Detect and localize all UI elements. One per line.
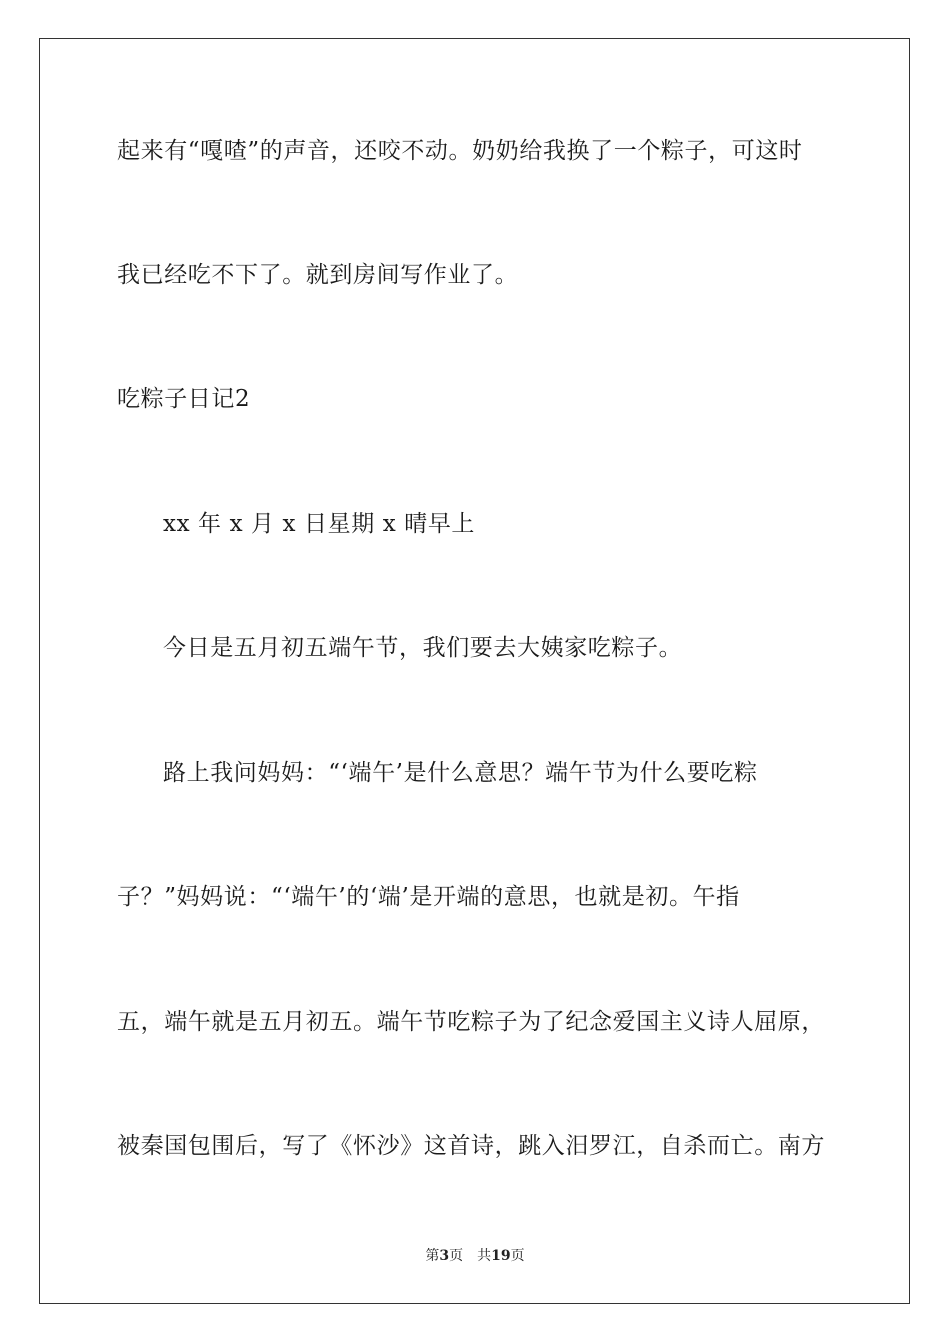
- body-line-6: 路上我问妈妈：“‘端午’是什么意思？端午节为什么要吃粽: [163, 760, 758, 786]
- page-prefix: 第: [425, 1248, 440, 1264]
- body-line-9: 被秦国包围后，写了《怀沙》这首诗，跳入汨罗江，自杀而亡。南方: [117, 1133, 825, 1159]
- total-prefix: 共: [477, 1248, 492, 1264]
- body-line-7: 子？”妈妈说：“‘端午’的‘端’是开端的意思，也就是初。午指: [117, 884, 740, 910]
- section-heading: 吃粽子日记2: [117, 386, 251, 412]
- body-line-1: 起来有“嘎喳”的声音，还咬不动。奶奶给我换了一个粽子，可这时: [117, 138, 803, 164]
- page-border: [39, 38, 910, 1304]
- body-line-8: 五，端午就是五月初五。端午节吃粽子为了纪念爱国主义诗人屈原，: [117, 1009, 825, 1035]
- total-suffix: 页: [510, 1248, 525, 1264]
- diary-date-line: xx 年 x 月 x 日星期 x 晴早上: [163, 511, 476, 537]
- total-pages: 19: [491, 1248, 511, 1264]
- page-suffix: 页: [449, 1248, 464, 1264]
- body-line-2: 我已经吃不下了。就到房间写作业了。: [117, 262, 519, 288]
- page-number: 3: [439, 1248, 450, 1264]
- body-line-5: 今日是五月初五端午节，我们要去大姨家吃粽子。: [163, 635, 683, 661]
- page-footer: [0, 1246, 950, 1266]
